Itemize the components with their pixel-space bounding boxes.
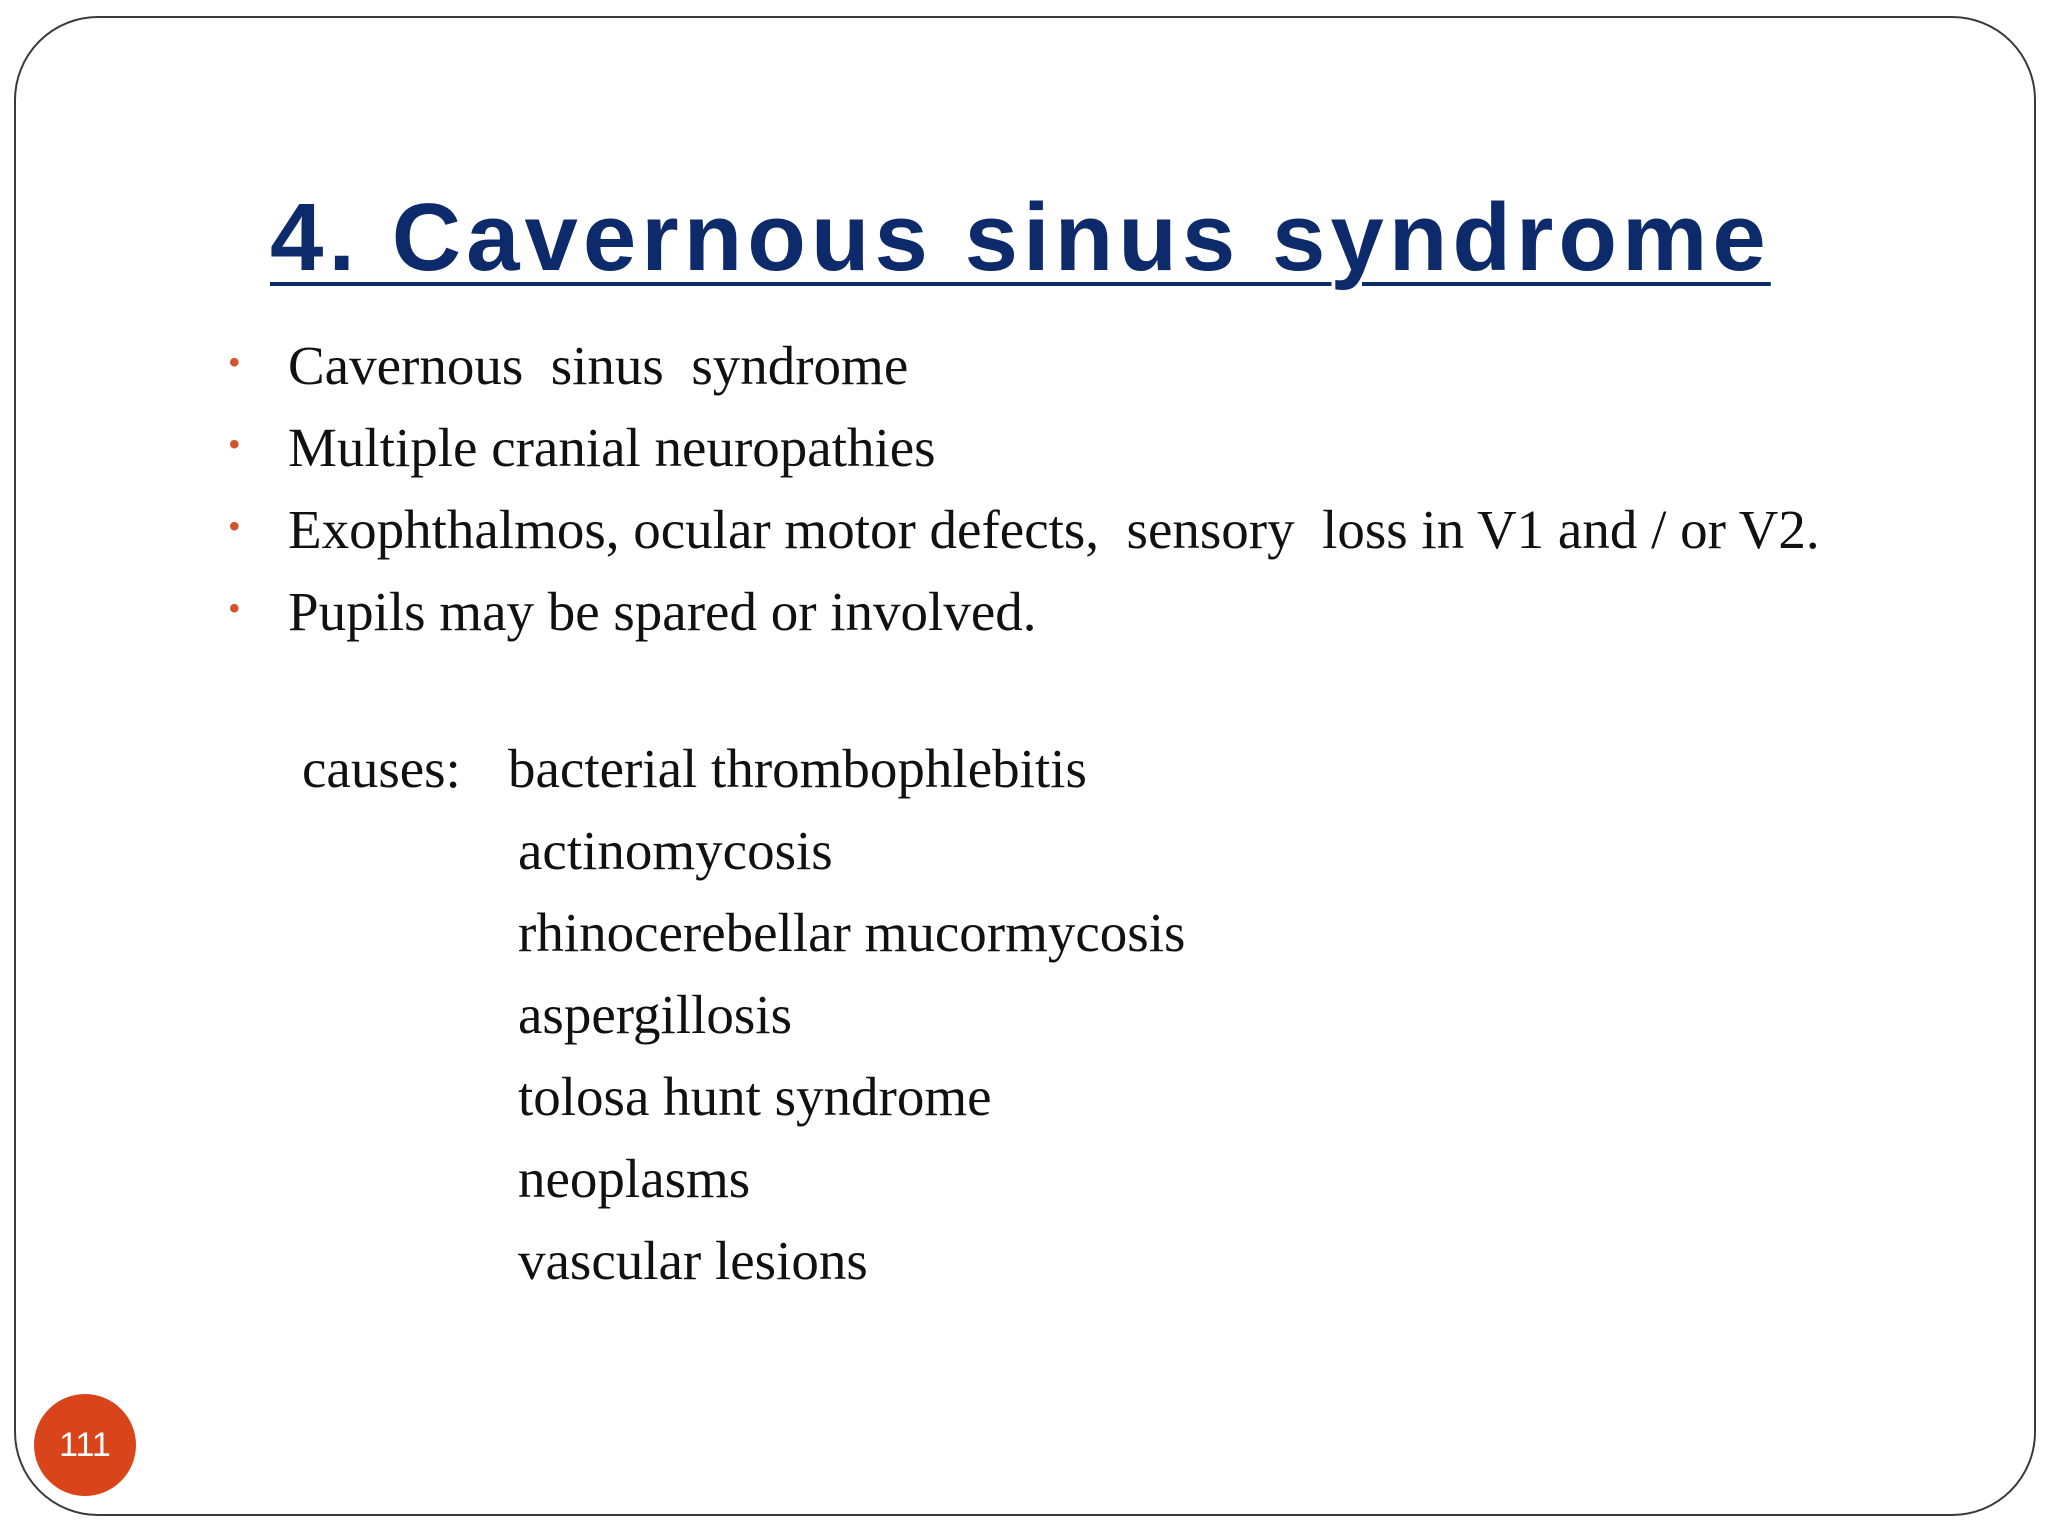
bullet-dot-icon: •	[228, 506, 241, 546]
cause-item: actinomycosis	[518, 820, 833, 881]
bullet-dot-icon: •	[228, 588, 241, 628]
bullet-item	[210, 414, 1940, 482]
slide-title: 4. Cavernous sinus syndrome	[270, 184, 1771, 291]
cause-item: tolosa hunt syndrome	[518, 1066, 992, 1127]
bullet-list	[210, 332, 1940, 660]
bullet-item	[210, 496, 1940, 564]
cause-item: rhinocerebellar mucormycosis	[518, 902, 1186, 963]
cause-item: neoplasms	[518, 1148, 751, 1209]
bullet-item	[210, 578, 1940, 646]
causes-block	[302, 728, 1185, 1302]
bullet-text: Pupils may be spared or involved.	[288, 581, 1037, 642]
causes-label: causes:	[302, 738, 461, 799]
cause-item: vascular lesions	[518, 1230, 868, 1291]
cause-item: bacterial thrombophlebitis	[508, 738, 1087, 799]
bullet-dot-icon: •	[228, 424, 241, 464]
bullet-text: Exophthalmos, ocular motor defects, sensory loss in V1 and / or V2.	[288, 499, 1820, 560]
causes-row	[302, 728, 1185, 810]
bullet-text: Cavernous sinus syndrome	[288, 335, 909, 396]
cause-item: aspergillosis	[518, 984, 792, 1045]
page-number-badge: 111	[34, 1394, 136, 1496]
bullet-item	[210, 332, 1940, 400]
bullet-text: Multiple cranial neuropathies	[288, 417, 936, 478]
bullet-dot-icon: •	[228, 342, 241, 382]
